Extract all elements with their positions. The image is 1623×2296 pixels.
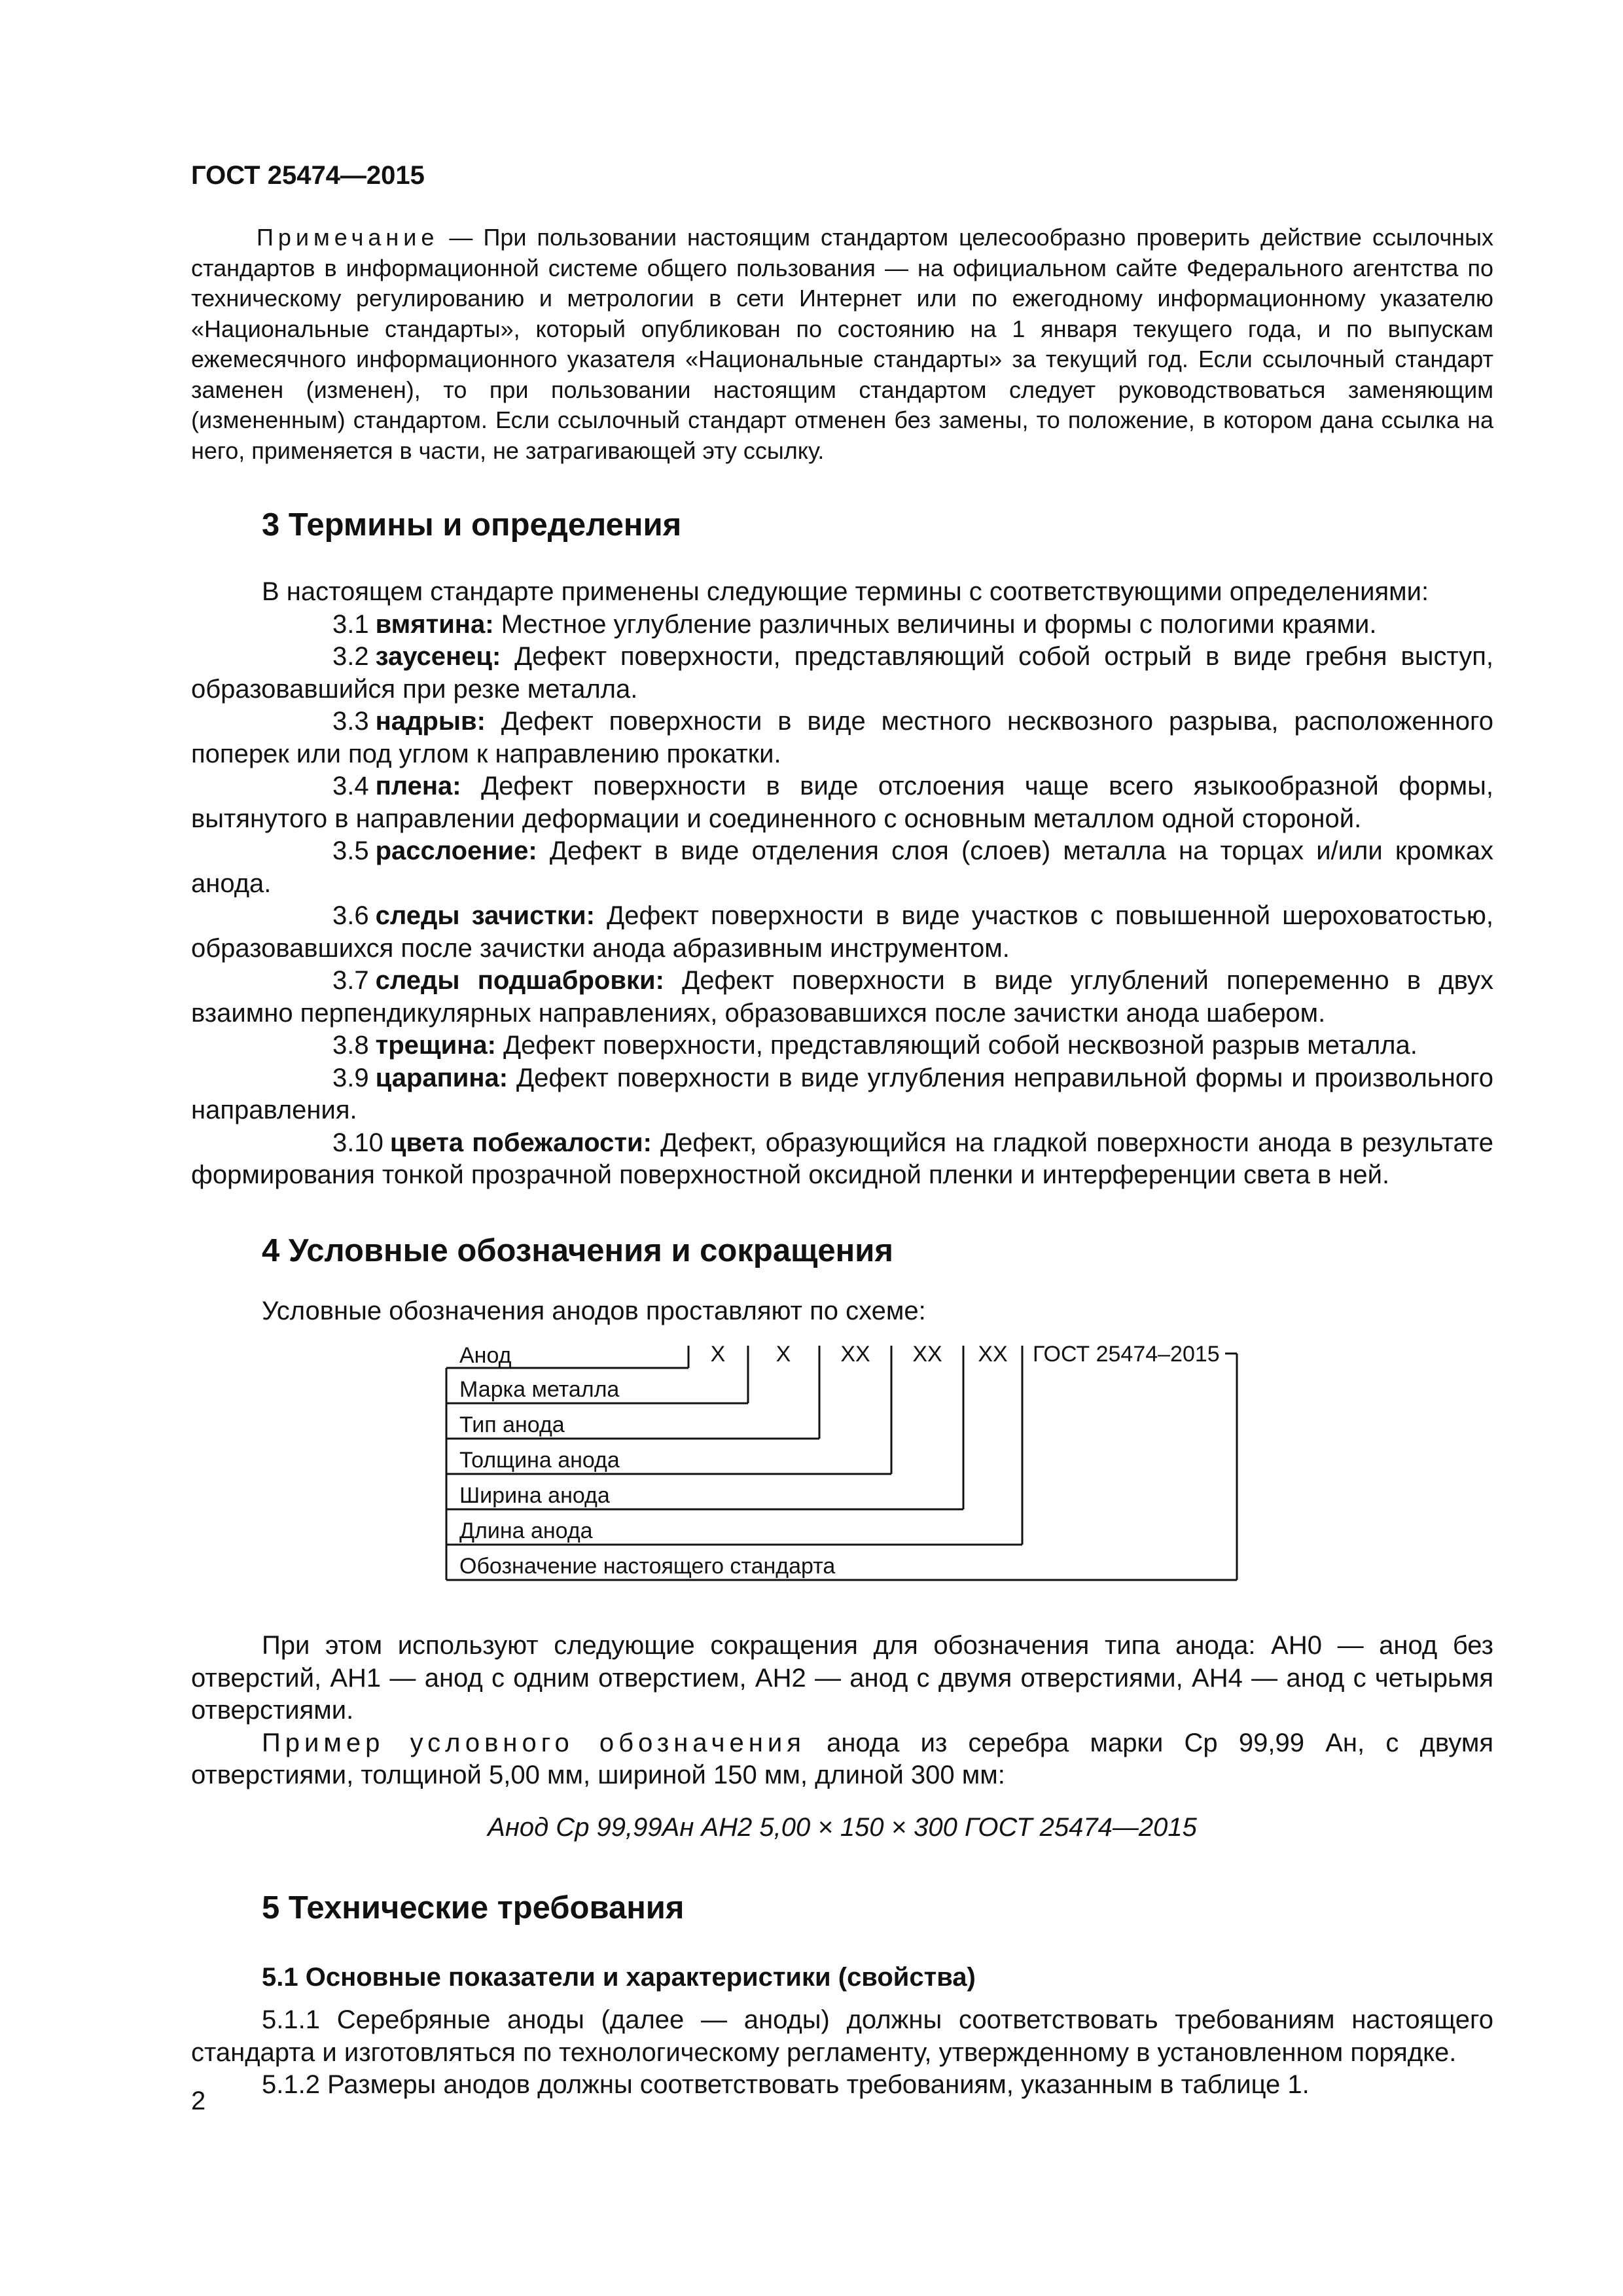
section-3-title: 3 Термины и определения <box>262 507 682 543</box>
term-item: 3.4 плена: Дефект поверхности в виде отслоения чаще всего языкообразной формы, вытянутого в направлении деформации и соединенного с основным металлом одной стороной. <box>191 772 1493 833</box>
term-item: 3.2 заусенец: Дефект поверхности, представляющий собой острый в виде гребня выступ, образовавшийся при резке металла. <box>191 642 1493 704</box>
page-content <box>191 223 1493 2102</box>
example-text: анода из серебра марки Ср 99,99 Ан, с двумя отверстиями, толщиной 5,00 мм, шириной 150 мм, длиной 300 мм: <box>191 1728 1493 1789</box>
scheme-code: Х <box>710 1342 726 1367</box>
scheme-standard: ГОСТ 25474–2015 <box>1033 1342 1220 1367</box>
terms-list <box>191 609 1493 1192</box>
term-item: 3.5 расслоение: Дефект в виде отделения слоя (слоев) металла на торцах и/или кромках анода. <box>191 836 1493 898</box>
term-item: 3.6 следы зачистки: Дефект поверхности в виде участков с повышенной шероховатостью, образовавшихся после зачистки анода абразивным инструментом. <box>191 901 1493 963</box>
scheme-head: Анод <box>459 1343 512 1368</box>
abbreviations-paragraph: При этом используют следующие сокращения для обозначения типа анода: АН0 — анод без отверстий, АН1 — анод с одним отверстием, АН2 — анод с двумя отверстиями, АН4 — анод с четырьмя отверстиями. <box>191 1631 1493 1725</box>
scheme-row: Обозначение настоящего стандарта <box>459 1554 836 1579</box>
term-item: 3.7 следы подшабровки: Дефект поверхности в виде углублений попеременно в двух взаимно перпендикулярных направлениях, образовавшихся после зачистки анода шабером. <box>191 966 1493 1028</box>
section-5-title: 5 Технические требования <box>262 1890 685 1926</box>
designation-scheme <box>191 1342 1493 1630</box>
document-header: ГОСТ 25474—2015 <box>191 161 425 190</box>
note-label: Примечание <box>257 224 439 251</box>
scheme-code: ХХ <box>978 1342 1008 1367</box>
scheme-row: Тип анода <box>459 1412 565 1437</box>
term-item: 3.8 трещина: Дефект поверхности, представляющий собой несквозной разрыв металла. <box>332 1031 1418 1060</box>
term-item: 3.3 надрыв: Дефект поверхности в виде местного несквозного разрыва, расположенного поперек или под углом к направлению прокатки. <box>191 707 1493 768</box>
example-label: Пример условного обозначения <box>262 1728 806 1757</box>
example-paragraph <box>191 1727 1493 1792</box>
example-designation: Анод Ср 99,99Ан АН2 5,00 × 150 × 300 ГОСТ 25474—2015 <box>488 1812 1197 1842</box>
scheme-row: Длина анода <box>459 1518 593 1543</box>
scheme-row: Толщина анода <box>459 1448 620 1473</box>
designation-scheme-diagram <box>191 1342 1493 1630</box>
subsection-5-1-title: 5.1 Основные показатели и характеристики (свойства) <box>262 1963 976 1992</box>
term-item: 3.9 царапина: Дефект поверхности в виде углубления неправильной формы и произвольного направления. <box>191 1063 1493 1124</box>
page-number: 2 <box>191 2087 206 2115</box>
scheme-code: ХХ <box>840 1342 870 1367</box>
scheme-code: ХХ <box>912 1342 942 1367</box>
section-4-title: 4 Условные обозначения и сокращения <box>262 1232 893 1268</box>
note-text: — При пользовании настоящим стандартом целесообразно проверить действие ссылочных стандартов в информационной системе общего пользования — на официальном сайте Федерального агентства по техническому регулированию и метрологии в сети Интернет или по ежегодному информационному указателю «Национальные стандарты», который опубликован по состоянию на 1 января текущего года, и по выпускам ежемесячного информационного указателя «Национальные стандарты» за текущий год. Если ссылочный стандарт заменен (изменен), то при пользовании настоящим стандартом следует руководствоваться заменяющим (измененным) стандартом. Если ссылочный стандарт отменен без замены, то положение, в котором дана ссылка на него, применяется в части, не затрагивающей эту ссылку. <box>191 224 1493 464</box>
section-3-intro: В настоящем стандарте применены следующие термины с соответствующими определениями: <box>262 577 1429 606</box>
term-item: 3.1 вмятина: Местное углубление различных величины и формы с пологими краями. <box>332 609 1377 639</box>
note-paragraph <box>191 223 1493 466</box>
paragraph-5-1-2: 5.1.2 Размеры анодов должны соответствовать требованиям, указанным в таблице 1. <box>262 2070 1310 2099</box>
section-4-intro: Условные обозначения анодов проставляют по схеме: <box>262 1296 926 1325</box>
scheme-row: Ширина анода <box>459 1483 610 1508</box>
scheme-row: Марка металла <box>459 1377 620 1402</box>
paragraph-5-1-1: 5.1.1 Серебряные аноды (далее — аноды) должны соответствовать требованиям настоящего стандарта и изготовляться по технологическому регламенту, утвержденному в установленном порядке. <box>191 2005 1493 2067</box>
term-item: 3.10 цвета побежалости: Дефект, образующийся на гладкой поверхности анода в результате формирования тонкой прозрачной поверхностной оксидной пленки и интерференции света в ней. <box>191 1128 1494 1189</box>
scheme-code: Х <box>776 1342 791 1367</box>
